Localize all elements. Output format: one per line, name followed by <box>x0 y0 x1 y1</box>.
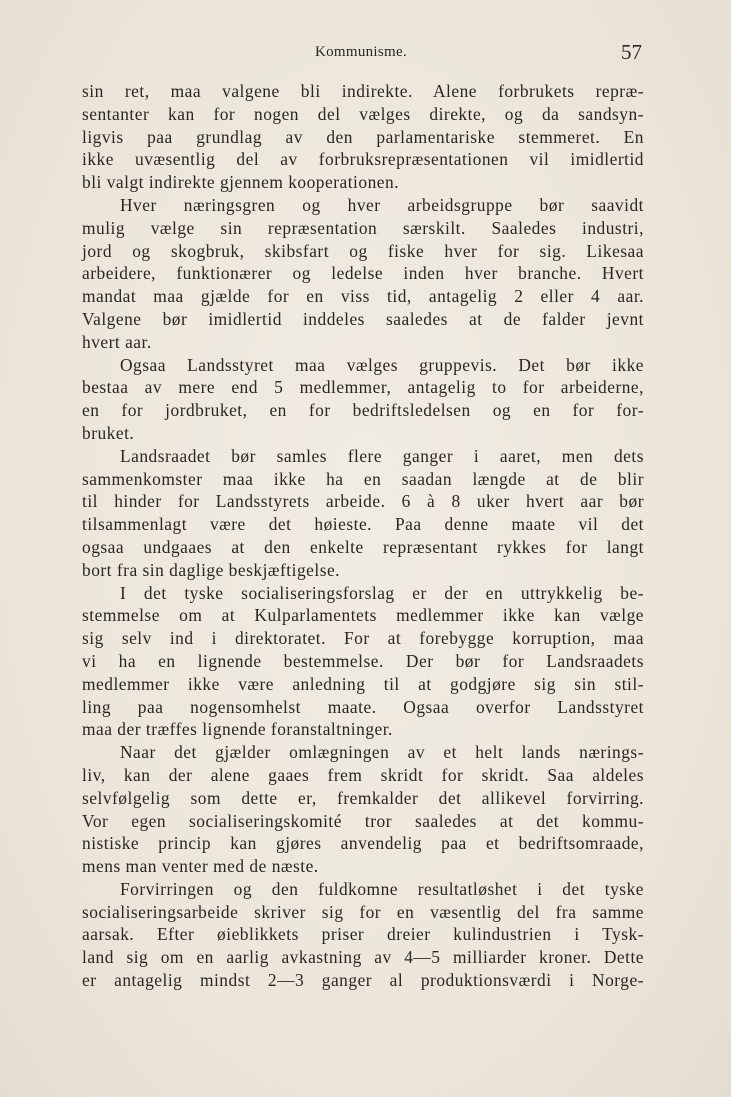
text-line: er antagelig mindst 2—3 ganger al produktionsværdi i Norge- <box>82 970 644 991</box>
text-line: tilsammenlagt være det høieste. Paa denne maate vil det <box>82 514 644 535</box>
text-line: jord og skogbruk, skibsfart og fiske hver for sig. Likesaa <box>82 240 644 261</box>
text-line: bruket. <box>82 422 135 443</box>
text-line: ligvis paa grundlag av den parlamentariske stemmeret. En <box>82 126 644 147</box>
running-head: Kommunisme. <box>314 44 408 60</box>
text-line: aarsak. Efter øieblikkets priser dreier kulindustrien i Tysk- <box>82 924 644 945</box>
text-line: stemmelse om at Kulparlamentets medlemmer ikke kan vælge <box>82 605 644 626</box>
text-line: en for jordbruket, en for bedriftsledelsen og en for for- <box>82 400 644 421</box>
text-line: selvfølgelig som dette er, fremkalder det allikevel forvirring. <box>82 787 644 808</box>
text-line: til hinder for Landsstyrets arbeide. 6 à 8 uker hvert aar bør <box>82 491 644 512</box>
text-line: Hver næringsgren og hver arbeidsgruppe bør saavidt <box>120 194 644 215</box>
text-line: sig selv ind i direktoratet. For at forebygge korruption, maa <box>82 628 644 649</box>
text-line: sin ret, maa valgene bli indirekte. Alene forbrukets repræ- <box>82 81 644 101</box>
text-line: maa der træffes lignende foranstaltninger. <box>82 719 393 740</box>
text-line: vi ha en lignende bestemmelse. Der bør for Landsraadets <box>82 650 644 671</box>
text-line: mens man venter med de næste. <box>82 856 319 877</box>
text-line: I det tyske socialiseringsforslag er der en uttrykkelig be- <box>120 582 644 603</box>
text-line: bestaa av mere end 5 medlemmer, antagelig to for arbeiderne, <box>82 377 644 398</box>
text-line: Landsraadet bør samles flere ganger i aaret, men dets <box>120 445 644 466</box>
text-line: ogsaa undgaaes at den enkelte repræsentant rykkes for langt <box>82 536 644 557</box>
text-line: Naar det gjælder omlægningen av et helt lands nærings- <box>120 742 644 763</box>
text-line: bort fra sin daglige beskjæftigelse. <box>82 559 341 580</box>
text-line: ikke uvæsentlig del av forbruksrepræsentationen vil imidlertid <box>82 149 644 170</box>
text-line: Forvirringen og den fuldkomne resultatløshet i det tyske <box>120 878 644 899</box>
text-line: ling paa nogensomhelst maate. Ogsaa overfor Landsstyret <box>82 696 644 717</box>
text-line: socialiseringsarbeide skriver sig for en væsentlig del fra samme <box>82 901 644 922</box>
text-line: medlemmer ikke være anledning til at godgjøre sig sin stil- <box>82 673 644 694</box>
text-line: liv, kan der alene gaaes frem skridt for skridt. Saa aldeles <box>82 764 644 785</box>
text-line: sentanter kan for nogen del vælges direkte, og da sandsyn- <box>82 103 644 124</box>
text-line: mulig vælge sin repræsentation særskilt. Saaledes industri, <box>82 217 644 238</box>
text-line: nistiske princip kan gjøres anvendelig paa et bedriftsomraade, <box>82 833 644 854</box>
text-line: land sig om en aarlig avkastning av 4—5 milliarder kroner. Dette <box>82 947 644 968</box>
text-line: bli valgt indirekte gjennem kooperationen. <box>82 172 400 193</box>
page-header <box>80 40 642 70</box>
text-line: arbeidere, funktionærer og ledelse inden hver branche. Hvert <box>82 263 644 284</box>
text-line: hvert aar. <box>82 331 152 352</box>
text-line: mandat maa gjælde for en viss tid, antagelig 2 eller 4 aar. <box>82 286 644 307</box>
body-text <box>82 80 644 992</box>
text-line: Vor egen socialiseringskomité tror saaledes at det kommu- <box>82 810 644 831</box>
text-line: Valgene bør imidlertid inddeles saaledes at de falder jevnt <box>82 308 644 329</box>
text-line: Ogsaa Landsstyret maa vælges gruppevis. Det bør ikke <box>120 354 644 375</box>
page-number: 57 <box>621 40 642 64</box>
text-line: sammenkomster maa ikke ha en saadan længde at de blir <box>82 468 644 489</box>
